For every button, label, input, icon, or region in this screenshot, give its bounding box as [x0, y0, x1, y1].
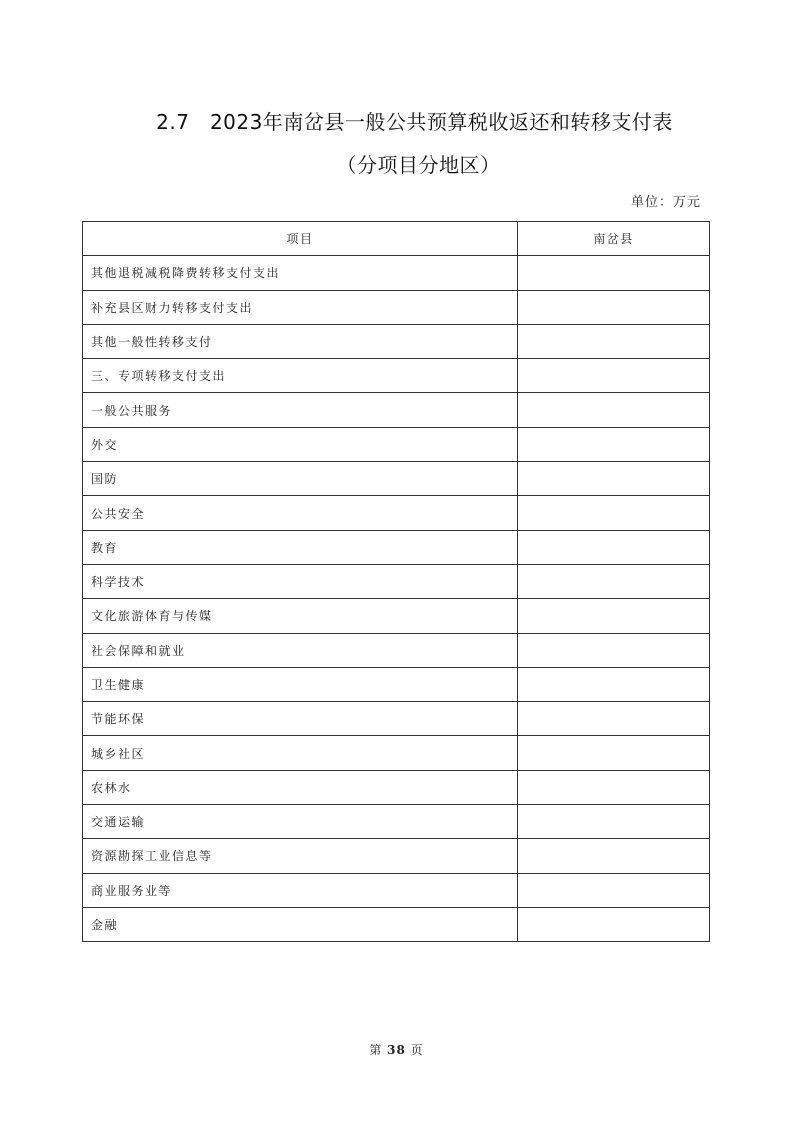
row-item-label: 文化旅游体育与传媒: [83, 599, 518, 633]
row-value-nancha: [518, 736, 710, 770]
page-footer: [0, 1041, 793, 1058]
table-row: [83, 907, 710, 941]
table-row: [83, 290, 710, 324]
table-body: [83, 256, 710, 942]
table-row: [83, 805, 710, 839]
column-header-item: 项目: [83, 222, 518, 256]
row-value-nancha: [518, 564, 710, 598]
table-row: [83, 770, 710, 804]
table-row: [83, 530, 710, 564]
row-item-label: 三、专项转移支付支出: [83, 359, 518, 393]
table-row: [83, 359, 710, 393]
table-row: [83, 873, 710, 907]
page-title: 2.7 2023年南岔县一般公共预算税收返还和转移支付表: [156, 110, 673, 134]
row-value-nancha: [518, 359, 710, 393]
row-value-nancha: [518, 427, 710, 461]
table-row: [83, 324, 710, 358]
row-value-nancha: [518, 873, 710, 907]
table-row: [83, 462, 710, 496]
row-item-label: 资源勘探工业信息等: [83, 839, 518, 873]
row-value-nancha: [518, 599, 710, 633]
row-item-label: 国防: [83, 462, 518, 496]
row-value-nancha: [518, 702, 710, 736]
row-item-label: 科学技术: [83, 564, 518, 598]
transfer-payment-table: [82, 221, 710, 942]
row-item-label: 教育: [83, 530, 518, 564]
row-item-label: 公共安全: [83, 496, 518, 530]
row-item-label: 一般公共服务: [83, 393, 518, 427]
row-value-nancha: [518, 290, 710, 324]
page-number: 38: [387, 1043, 406, 1057]
table-row: [83, 667, 710, 701]
row-value-nancha: [518, 324, 710, 358]
row-item-label: 商业服务业等: [83, 873, 518, 907]
page-number-suffix: 页: [410, 1043, 424, 1057]
table-header-row: [83, 222, 710, 256]
table-row: [83, 839, 710, 873]
row-item-label: 卫生健康: [83, 667, 518, 701]
row-value-nancha: [518, 393, 710, 427]
row-item-label: 其他一般性转移支付: [83, 324, 518, 358]
table-row: [83, 256, 710, 290]
row-value-nancha: [518, 805, 710, 839]
table-row: [83, 393, 710, 427]
unit-label: 单位：万元: [630, 195, 701, 210]
row-item-label: 节能环保: [83, 702, 518, 736]
table-row: [83, 427, 710, 461]
row-value-nancha: [518, 462, 710, 496]
table-row: [83, 496, 710, 530]
row-value-nancha: [518, 667, 710, 701]
row-value-nancha: [518, 770, 710, 804]
row-item-label: 外交: [83, 427, 518, 461]
row-item-label: 补充县区财力转移支付支出: [83, 290, 518, 324]
row-value-nancha: [518, 633, 710, 667]
row-value-nancha: [518, 839, 710, 873]
table-row: [83, 736, 710, 770]
page-subtitle: （分项目分地区）: [336, 153, 501, 177]
row-item-label: 交通运输: [83, 805, 518, 839]
column-header-nancha: 南岔县: [518, 222, 710, 256]
row-item-label: 农林水: [83, 770, 518, 804]
page-number-prefix: 第: [369, 1043, 383, 1057]
row-item-label: 社会保障和就业: [83, 633, 518, 667]
table-row: [83, 633, 710, 667]
row-item-label: 其他退税减税降费转移支付支出: [83, 256, 518, 290]
row-item-label: 城乡社区: [83, 736, 518, 770]
table-row: [83, 564, 710, 598]
table-row: [83, 702, 710, 736]
row-item-label: 金融: [83, 907, 518, 941]
row-value-nancha: [518, 530, 710, 564]
row-value-nancha: [518, 496, 710, 530]
table-row: [83, 599, 710, 633]
row-value-nancha: [518, 256, 710, 290]
row-value-nancha: [518, 907, 710, 941]
